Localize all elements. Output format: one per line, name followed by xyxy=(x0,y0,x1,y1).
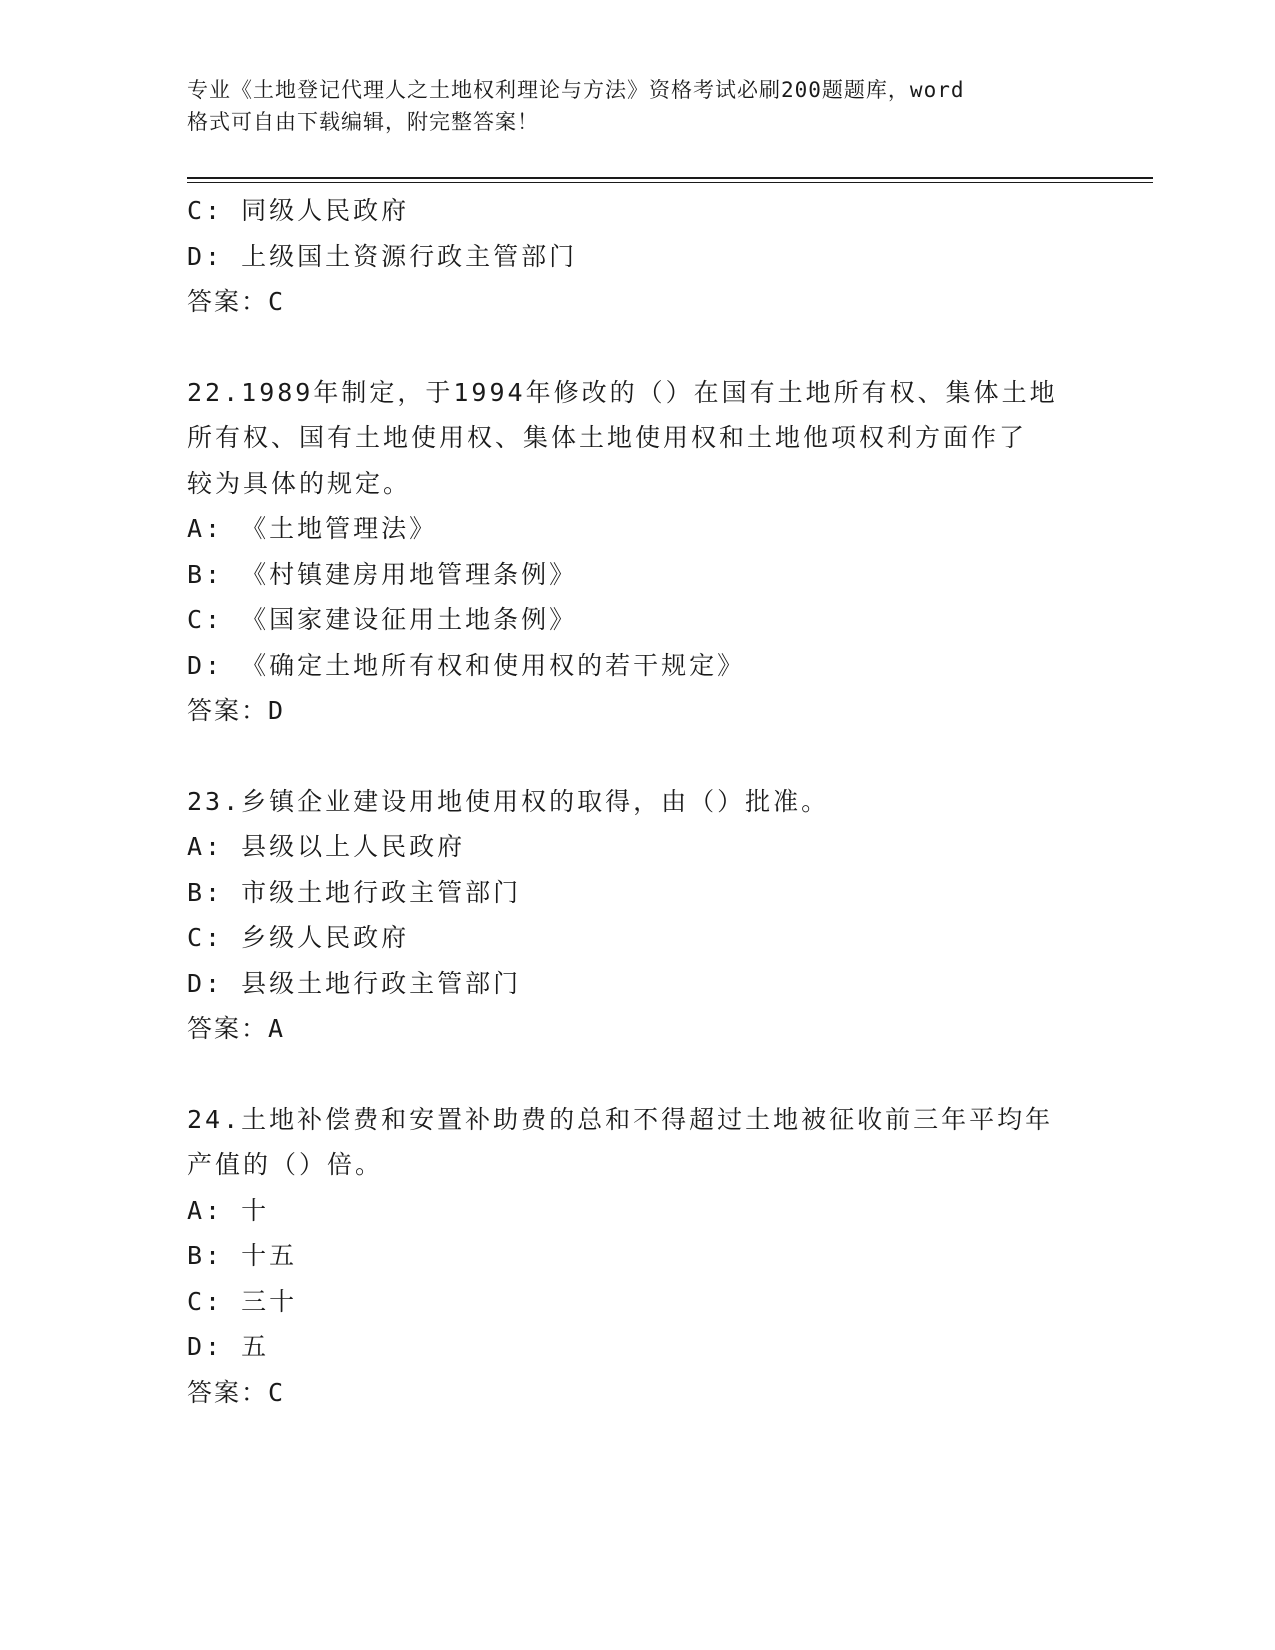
answer-label: 答案： xyxy=(187,1377,269,1407)
document-body xyxy=(187,188,1087,1415)
answer-line xyxy=(187,688,1087,734)
option-a: A: 十 xyxy=(187,1195,270,1225)
header-line-1: 专业《土地登记代理人之土地权利理论与方法》资格考试必刷200题题库，word xyxy=(187,78,965,102)
answer-value: A xyxy=(268,1014,286,1043)
question-24 xyxy=(187,1097,1087,1416)
question-stem-line: 22.1989年制定，于1994年修改的（）在国有土地所有权、集体土地 xyxy=(187,377,1058,407)
answer-line xyxy=(187,1370,1087,1416)
document-header xyxy=(187,74,1067,138)
spacer xyxy=(187,734,1087,779)
question-stem-line: 较为具体的规定。 xyxy=(187,468,412,498)
question-stem xyxy=(187,370,1067,507)
answer-label: 答案： xyxy=(187,287,269,316)
option-c: C: 乡级人民政府 xyxy=(187,923,410,952)
option-d: D: 县级土地行政主管部门 xyxy=(187,968,522,998)
option-d: D: 五 xyxy=(187,1332,270,1361)
option-d: D: 上级国土资源行政主管部门 xyxy=(187,241,578,271)
question-stem xyxy=(187,779,1067,825)
option-c: C: 三十 xyxy=(187,1286,298,1316)
question-stem-line: 所有权、国有土地使用权、集体土地使用权和土地他项权利方面作了 xyxy=(187,423,1028,452)
answer-label: 答案： xyxy=(187,1014,269,1043)
question-stem-line: 23.乡镇企业建设用地使用权的取得，由（）批准。 xyxy=(187,786,830,816)
question-stem-line: 24.土地补偿费和安置补助费的总和不得超过土地被征收前三年平均年 xyxy=(187,1104,1054,1134)
question-stem-line: 产值的（）倍。 xyxy=(187,1150,384,1179)
option-a: A: 《土地管理法》 xyxy=(187,514,438,543)
spacer xyxy=(187,325,1087,370)
answer-label: 答案： xyxy=(187,696,269,725)
header-divider-thick xyxy=(187,177,1153,179)
option-c: C: 同级人民政府 xyxy=(187,196,410,225)
question-stem xyxy=(187,1097,1067,1188)
option-b: B: 《村镇建房用地管理条例》 xyxy=(187,559,578,589)
option-a: A: 县级以上人民政府 xyxy=(187,832,466,861)
option-d: D: 《确定土地所有权和使用权的若干规定》 xyxy=(187,650,746,680)
spacer xyxy=(187,1052,1087,1097)
question-23 xyxy=(187,779,1087,1052)
answer-line xyxy=(187,1006,1087,1052)
question-22 xyxy=(187,370,1087,734)
header-line-2: 格式可自由下载编辑，附完整答案！ xyxy=(187,110,539,134)
answer-value: C xyxy=(268,1377,286,1407)
option-c: C: 《国家建设征用土地条例》 xyxy=(187,605,578,634)
answer-value: D xyxy=(268,696,286,725)
option-b: B: 十五 xyxy=(187,1241,298,1270)
previous-question-tail xyxy=(187,188,1087,325)
header-divider-thin xyxy=(187,182,1153,183)
option-b: B: 市级土地行政主管部门 xyxy=(187,877,522,907)
answer-value: C xyxy=(268,287,286,316)
answer-line xyxy=(187,279,1087,325)
